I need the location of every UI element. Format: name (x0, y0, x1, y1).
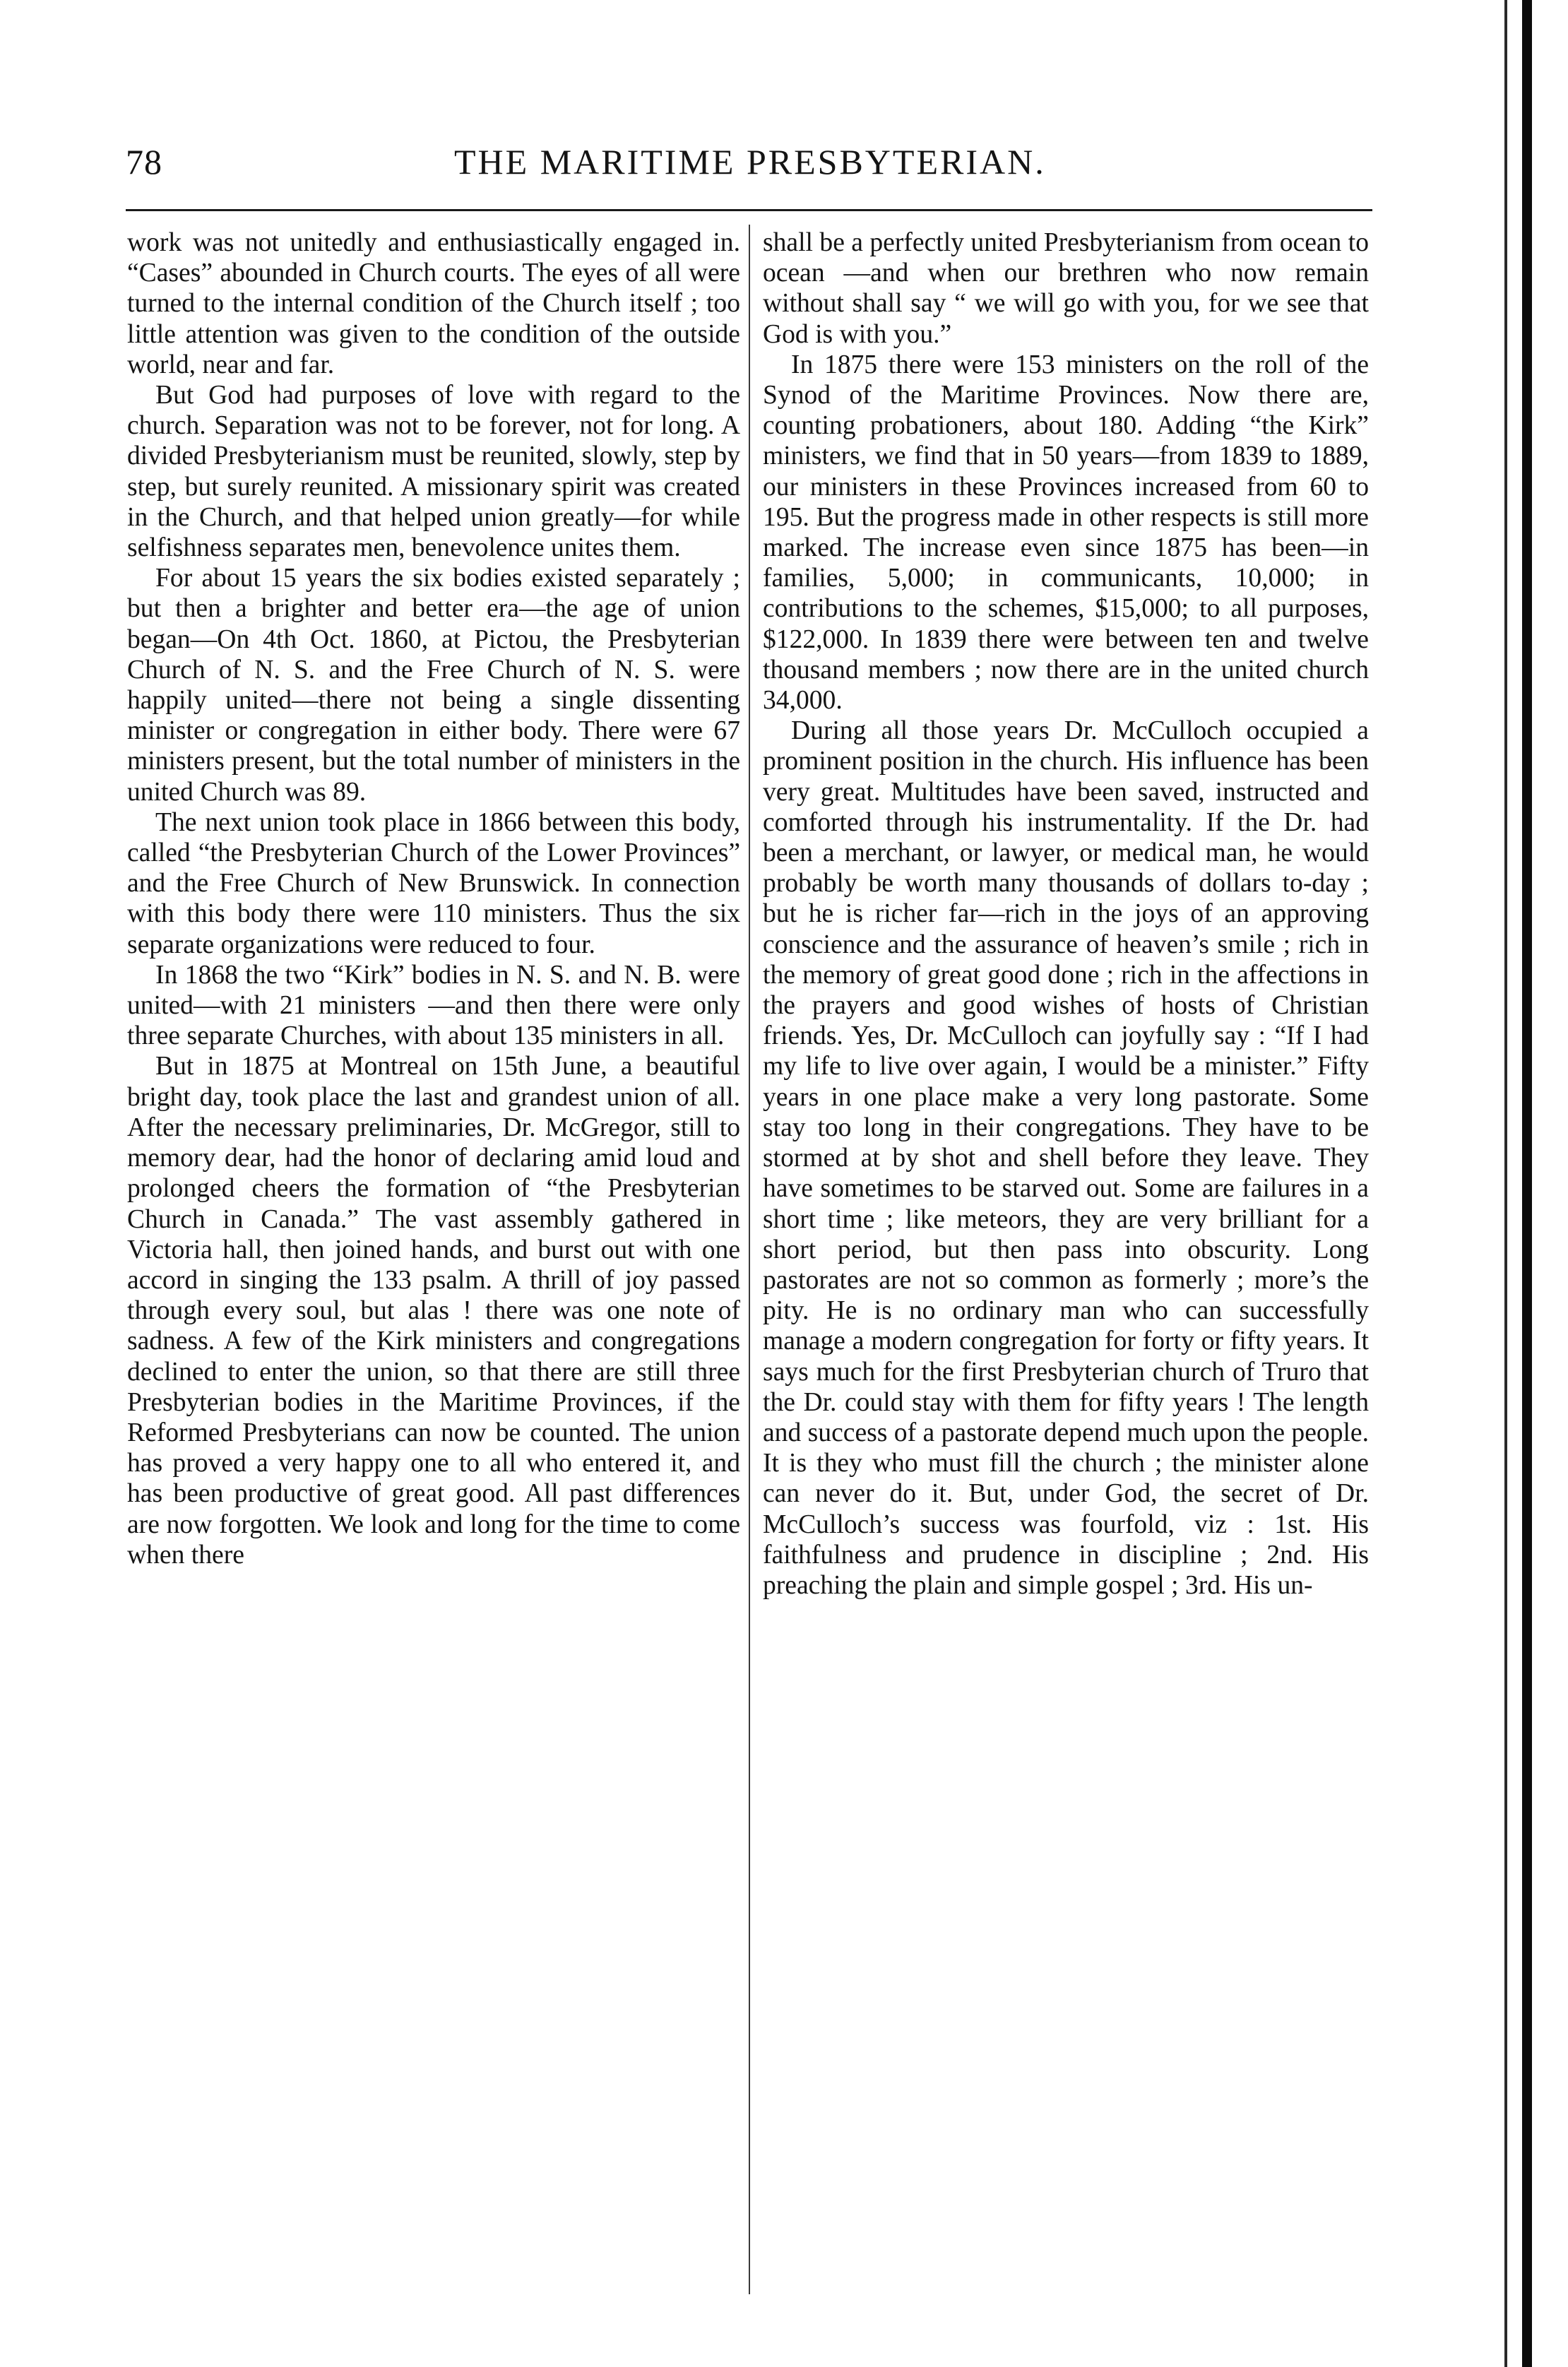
paragraph: But in 1875 at Montreal on 15th June, a beautiful bright day, took place the last and grandest union of all. After the necessary preliminaries, Dr. McGregor, still to memory dear, had the honor of declaring amid loud and prolonged cheers the formation of “the Presbyterian Church in Canada.” The vast assembly gathered in Victoria hall, then joined hands, and burst out with one accord in singing the 133 psalm. A thrill of joy passed through every soul, but alas ! there was one note of sadness. A few of the Kirk ministers and congregations declined to enter the union, so that there are still three Presbyterian bodies in the Maritime Provinces, if the Reformed Presbyterians can now be counted. The union has proved a very happy one to all who entered it, and has been productive of great good. All past differences are now forgotten. We look and long for the time to come when there (127, 1052, 740, 1570)
paragraph: In 1875 there were 153 ministers on the roll of the Synod of the Maritime Provinces. Now there are, counting probationers, about 180. Adding “the Kirk” ministers, we find that in 50 years—from 1839 to 1889, our ministers in these Provinces increased from 60 to 195. But the progress made in other respects is still more marked. The increase even since 1875 has been—in families, 5,000; in communicants, 10,000; in contributions to the schemes, $15,000; to all purposes, $122,000. In 1839 there were between ten and twelve thousand members ; now there are in the united church 34,000. (763, 350, 1369, 716)
paragraph: During all those years Dr. McCulloch occupied a prominent position in the church. His influence has been very great. Multitudes have been saved, instructed and comforted through his instrumentality. If the Dr. had been a merchant, or lawyer, or medical man, he would probably be worth many thousands of dollars to-day ; but he is richer far—rich in the joys of an approving conscience and the assurance of heaven’s smile ; rich in the memory of great good done ; rich in the affections in the prayers and good wishes of hosts of Christian friends. Yes, Dr. McCulloch can joyfully say : “If I had my life to live over again, I would be a minister.” Fifty years in one place make a very long pastorate. Some stay too long in their congregations. They have to be stormed at by shot and shell before they leave. They have sometimes to be starved out. Some are failures in a short time ; like meteors, they are very brilliant for a short period, but then pass into obscurity. Long pastorates are not so common as formerly ; more’s the pity. He is no ordinary man who can successfully manage a modern congregation for forty or fifty years. It says much for the first Presbyterian church of Truro that the Dr. could stay with them for fifty years ! The length and success of a pastorate depend much upon the people. It is they who must fill the church ; the minister alone can never do it. But, under God, the secret of Dr. McCulloch’s success was fourfold, viz : 1st. His faithfulness and prudence in discipline ; 2nd. His preaching the plain and simple gospel ; 3rd. His un- (763, 716, 1369, 1600)
right-column (763, 227, 1369, 1601)
page-number: 78 (126, 142, 162, 182)
header-rule (126, 209, 1372, 211)
running-title: THE MARITIME PRESBYTERIAN. (454, 142, 1046, 182)
paragraph: The next union took place in 1866 between this body, called “the Presbyterian Church of the Lower Provinces” and the Free Church of New Brunswick. In connection with this body there were 110 ministers. Thus the six separate organizations were reduced to four. (127, 807, 740, 959)
page-binding-edge (1522, 0, 1532, 2367)
paragraph: In 1868 the two “Kirk” bodies in N. S. and N. B. were united—with 21 ministers —and then there were only three separate Churches, with about 135 ministers in all. (127, 960, 740, 1051)
paragraph: shall be a perfectly united Presbyterianism from ocean to ocean —and when our brethren who now remain without shall say “ we will go with you, for we see that God is with you.” (763, 228, 1369, 349)
page-binding-shadow (1504, 0, 1507, 2367)
paragraph: But God had purposes of love with regard to the church. Separation was not to be forever, not for long. A divided Presbyterianism must be reunited, slowly, step by step, but surely reunited. A missionary spirit was created in the Church, and that helped union greatly—for while selfishness separates men, benevolence unites them. (127, 381, 740, 563)
left-column (127, 227, 740, 1570)
paragraph: For about 15 years the six bodies existed separately ; but then a brighter and better era—the age of union began—On 4th Oct. 1860, at Pictou, the Presbyterian Church of N. S. and the Free Church of N. S. were happily united—there not being a single dissenting minister or congregation in either body. There were 67 ministers present, but the total number of ministers in the united Church was 89. (127, 564, 740, 807)
column-divider (749, 225, 750, 2294)
page-header (126, 141, 1369, 191)
paragraph: work was not unitedly and enthusiastically engaged in. “Cases” abounded in Church courts. The eyes of all were turned to the internal condition of the Church itself ; too little attention was given to the condition of the outside world, near and far. (127, 228, 740, 379)
